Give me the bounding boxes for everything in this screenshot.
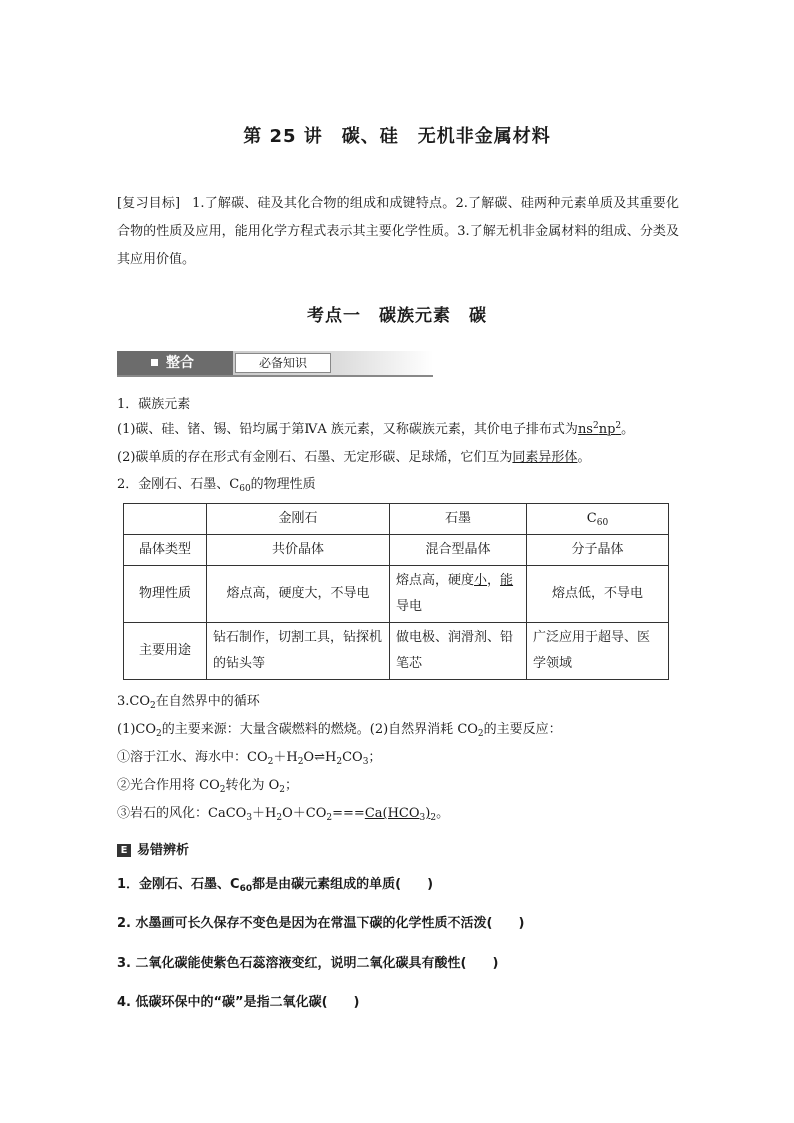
p3-l1-sub: 2 — [156, 729, 162, 739]
p3-l1-sub2: 2 — [477, 729, 484, 739]
weathering-product-answer — [365, 806, 436, 821]
cell-graphite-physical — [390, 566, 527, 623]
error-question-2: 2. 水墨画可长久保存不变色是因为在常温下碳的化学性质不活泼( ) — [117, 916, 525, 931]
review-label: [复习目标] — [117, 196, 181, 211]
p2-heading-b: 的物理性质 — [250, 477, 316, 492]
cell-c60-crystal: 分子晶体 — [527, 535, 669, 566]
table-corner-cell — [124, 504, 207, 535]
row-label-crystal: 晶体类型 — [124, 535, 207, 566]
review-objectives — [117, 190, 679, 274]
p3-l2-b: ＋H — [273, 750, 298, 765]
q1-a: 1．金刚石、石墨、C — [117, 877, 240, 892]
p3-l3-sub2: 2 — [279, 785, 286, 795]
cell-graphite-crystal: 混合型晶体 — [390, 535, 527, 566]
p1-line1-end: 。 — [621, 422, 635, 437]
banner-left-label: 整合 — [166, 355, 194, 371]
review-text: 1.了解碳、硅及其化合物的组成和成键特点。2.了解碳、硅两种元素单质及其重要化合物的性质及应用，能用化学方程式表示其主要化学性质。3.了解无机非金属材料的组成、分类及其应用价值。 — [117, 196, 679, 267]
p3-l3-sub1: 2 — [219, 785, 226, 795]
cell-c60-physical: 熔点低，不导电 — [527, 566, 669, 623]
header-diamond: 金刚石 — [207, 504, 390, 535]
cell-diamond-crystal: 共价晶体 — [207, 535, 390, 566]
error-analysis-heading — [117, 839, 189, 858]
p3-l2-end: ； — [368, 750, 382, 765]
error-question-4: 4. 低碳环保中的“碳”是指二氧化碳( ) — [117, 995, 360, 1010]
header-graphite: 石墨 — [390, 504, 527, 535]
p2-heading-sub: 60 — [239, 484, 251, 494]
p3-l3-a: ②光合作用将 CO — [117, 778, 220, 793]
p3-l2-a: ①溶于江水、海水中：CO — [117, 750, 268, 765]
graphite-physical-c: 导电 — [396, 599, 423, 614]
lecture-title: 第 25 讲 碳、硅 无机非金属材料 — [243, 126, 551, 147]
p2-heading — [117, 476, 316, 494]
ans-sup-2: 2 — [615, 421, 622, 431]
p3-l3-b: 转化为 O — [225, 778, 280, 793]
p3-l2-sub3: 2 — [336, 757, 343, 767]
p1-line2-text: (2)碳单质的存在形式有金刚石、石墨、无定形碳、足球烯，它们互为 — [117, 450, 513, 465]
table-row — [124, 566, 669, 623]
p3-l3-end: ； — [285, 778, 299, 793]
e-icon: E — [117, 844, 131, 857]
properties-table — [123, 503, 669, 680]
p3-l2-c: O — [303, 750, 315, 765]
p3-l4-a: ③岩石的风化：CaCO — [117, 806, 247, 821]
p3-heading-a: 3.CO — [117, 694, 151, 709]
row-label-uses: 主要用途 — [124, 623, 207, 680]
banner-left — [117, 351, 233, 375]
allotrope-answer: 同素异形体 — [512, 450, 578, 465]
p3-l2-e: CO — [342, 750, 363, 765]
p3-l1-a: (1)CO — [117, 722, 157, 737]
ans-sub-2: 2 — [430, 813, 437, 823]
equilibrium-arrow-icon: ⇌ — [314, 750, 325, 765]
banner-right: 必备知识 — [235, 353, 331, 373]
valence-config-answer — [578, 422, 621, 437]
p1-line2 — [117, 449, 590, 467]
p3-l1-b: 的主要来源：大量含碳燃料的燃烧。(2)自然界消耗 CO — [161, 722, 478, 737]
p3-l2-sub2: 2 — [297, 757, 304, 767]
error-question-3: 3. 二氧化碳能使紫色石蕊溶液变红，说明二氧化碳具有酸性( ) — [117, 956, 499, 971]
ans-paren: ) — [425, 806, 431, 821]
p3-l4-b: ＋H — [252, 806, 277, 821]
graphite-physical-a: 熔点高，硬度 — [396, 573, 475, 588]
table-header-row — [124, 504, 669, 535]
p1-line1 — [117, 421, 634, 439]
row-label-physical: 物理性质 — [124, 566, 207, 623]
p1-heading: 1．碳族元素 — [117, 397, 191, 412]
p3-l4-sub3: 2 — [326, 813, 333, 823]
cell-diamond-physical: 熔点高，硬度大，不导电 — [207, 566, 390, 623]
p3-line1 — [117, 721, 562, 739]
header-c60-text: C — [586, 511, 597, 526]
header-c60-sub: 60 — [596, 518, 609, 528]
ans-sup-1: 2 — [592, 421, 599, 431]
ans-ca-hco: Ca(HCO — [364, 806, 420, 821]
p3-heading-b: 在自然界中的循环 — [155, 694, 260, 709]
p3-l2-d: H — [325, 750, 337, 765]
ans-np: np — [598, 422, 616, 437]
p3-l4-sub1: 3 — [246, 813, 253, 823]
cell-diamond-uses: 钻石制作，切割工具，钻探机的钻头等 — [207, 623, 390, 680]
ans-ns: ns — [577, 422, 593, 437]
p2-heading-a: 2．金刚石、石墨、C — [117, 477, 240, 492]
p3-l4-end: 。 — [436, 806, 450, 821]
p3-l2-sub4: 3 — [362, 757, 369, 767]
p3-l4-sub2: 2 — [276, 813, 283, 823]
table-row — [124, 623, 669, 680]
ans-sub-3: 3 — [419, 813, 426, 823]
p3-heading — [117, 693, 260, 711]
p3-l1-c: 的主要反应： — [483, 722, 562, 737]
graphite-conduct-answer: 能 — [500, 573, 514, 588]
p1-line2-end: 。 — [577, 450, 591, 465]
cell-c60-uses: 广泛应用于超导、医学领域 — [527, 623, 669, 680]
p3-l2-sub1: 2 — [267, 757, 274, 767]
graphite-hardness-answer: 小 — [474, 573, 488, 588]
p3-line2 — [117, 749, 381, 767]
q1-b: 都是由碳元素组成的单质( ) — [252, 877, 434, 892]
equals-sign-icon: === — [332, 806, 365, 821]
error-heading-label: 易错辨析 — [137, 843, 190, 858]
error-question-1 — [117, 873, 433, 892]
header-c60 — [527, 504, 669, 535]
p3-line3 — [117, 777, 298, 795]
square-icon — [151, 359, 158, 366]
q1-sub: 60 — [239, 884, 253, 894]
section-banner — [117, 351, 433, 377]
p3-heading-sub: 2 — [150, 701, 156, 711]
cell-graphite-uses: 做电极、润滑剂、铅笔芯 — [390, 623, 527, 680]
section-title: 考点一 碳族元素 碳 — [307, 306, 487, 326]
p1-line1-text: (1)碳、硅、锗、锡、铅均属于第ⅣA 族元素，又称碳族元素，其价电子排布式为 — [117, 422, 578, 437]
p3-l4-c: O＋CO — [282, 806, 327, 821]
table-row — [124, 535, 669, 566]
p3-line4 — [117, 805, 449, 823]
graphite-physical-b: ， — [487, 573, 501, 588]
